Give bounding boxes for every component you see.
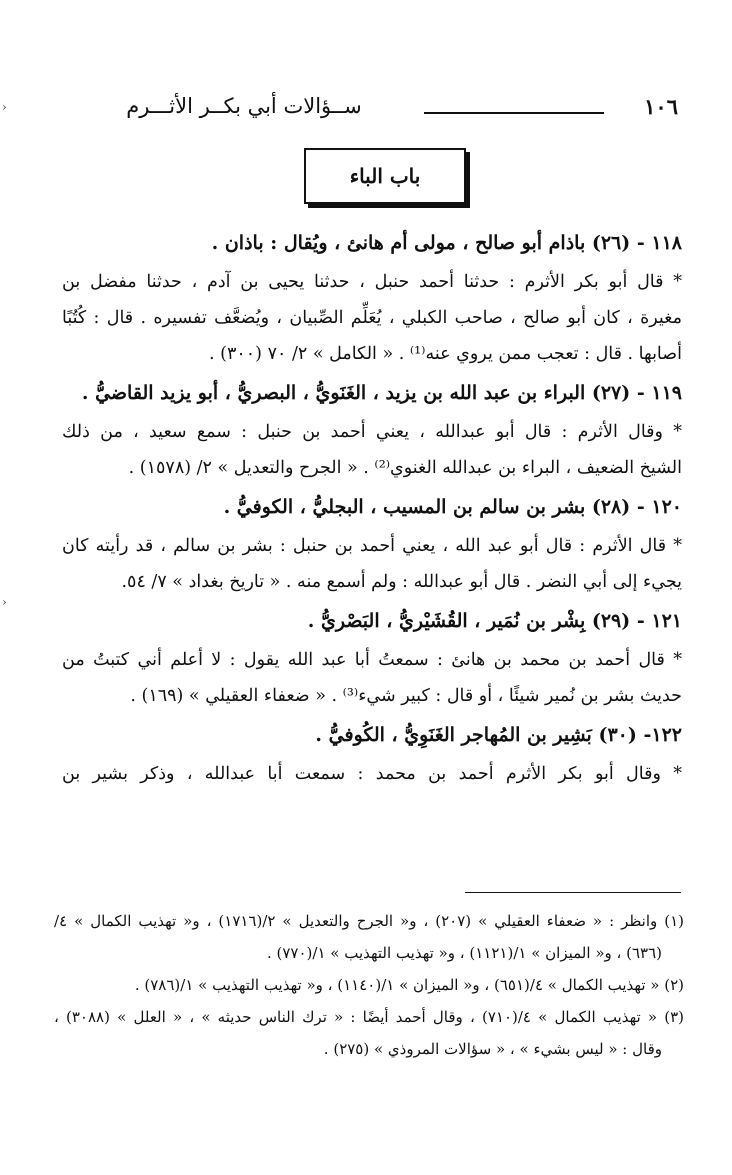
- entry-heading: ١١٩ - (٢٧) البراء بن عبد الله بن يزيد ، الغَنَويُّ ، البصريُّ ، أبو يزيد القاضيُّ .: [81, 382, 682, 404]
- entry: [62, 222, 682, 372]
- text-line: * وقال أبو بكر الأثرم أحمد بن محمد : سمعت أبا عبدالله ، وذكر بشير بن: [62, 764, 682, 784]
- entry: [62, 372, 682, 486]
- scan-edge-mark: ›: [2, 100, 7, 114]
- footnote-line: (١) وانظر : « ضعفاء العقيلي » (٢٠٧) ، و« الجرح والتعديل » ٢/(١٧١٦) ، و« تهذيب الكمال » ٤/: [54, 912, 684, 930]
- entry-text: [62, 756, 682, 792]
- footnote-line: (٢) « تهذيب الكمال » ٤/(٦٥١) ، و« الميزان » ١/(١١٤٠) ، و« تهذيب التهذيب » ١/(٧٨٦) .: [134, 976, 684, 994]
- main-text: [62, 222, 682, 792]
- text-line: * وقال الأثرم : قال أبو عبدالله ، يعني أحمد بن حنبل : سمع سعيد ، من ذلك: [62, 422, 682, 442]
- text-line: مغيرة ، كان أبو صالح ، صاحب الكبلي ، يُعَلِّم الصِّبيان ، ويُضعَّف تفسيره . قال : كُتُبًا: [62, 308, 682, 328]
- text-line: أصابها . قال : تعجب ممن يروي عنه⁽¹⁾ . « الكامل » ٢/ ٧٠ (٣٠٠) .: [209, 344, 682, 364]
- entry-text: [62, 414, 682, 486]
- footnotes: [54, 905, 684, 1065]
- entry: [62, 486, 682, 600]
- entry-heading: ١١٨ - (٢٦) باذام أبو صالح ، مولى أم هانئ ، ويُقال : باذان .: [211, 232, 682, 254]
- footnote-line: وقال : « ليس بشيء » ، « سؤالات المروذي » (٢٧٥) .: [323, 1040, 662, 1058]
- text-line: حديث بشر بن نُمير شيئًا ، أو قال : كبير شيء⁽³⁾ . « ضعفاء العقيلي » (١٦٩) .: [130, 686, 682, 706]
- entry-text: [62, 642, 682, 714]
- text-line: * قال أحمد بن محمد بن هانئ : سمعتُ أبا عبد الله يقول : لا أعلم أني كتبتُ من: [62, 650, 682, 670]
- page-number: ١٠٦: [644, 94, 678, 119]
- text-line: الشيخ الضعيف ، البراء بن عبدالله الغنوي⁽²⁾ . « الجرح والتعديل » ٢/ (١٥٧٨) .: [128, 458, 682, 478]
- entry-heading: ١٢٠ - (٢٨) بشر بن سالم بن المسيب ، البجليُّ ، الكوفيُّ .: [223, 496, 682, 518]
- text-line: * قال أبو بكر الأثرم : حدثنا أحمد حنبل ، حدثنا يحيى بن آدم ، حدثنا مفضل بن: [62, 272, 682, 292]
- running-header: [68, 94, 686, 122]
- text-line: * قال الأثرم : قال أبو عبد الله ، يعني أحمد بن حنبل : بشر بن سالم ، قد رأيته كان: [62, 536, 682, 556]
- entry-heading: ١٢١ - (٢٩) بِشْر بن نُمَير ، القُشَيْريُّ ، البَصْريُّ .: [307, 610, 682, 632]
- entry-text: [62, 264, 682, 372]
- scan-edge-mark: ›: [2, 595, 7, 609]
- chapter-title: باب الباء: [349, 164, 421, 188]
- entry-heading: ١٢٢- (٣٠) بَشِير بن المُهاجر الغَنَوِيُّ ، الكُوفيُّ .: [315, 724, 682, 746]
- chapter-title-box: [304, 148, 466, 204]
- footnote-line: (٣) « تهذيب الكمال » ٤/(٧١٠) ، وقال أحمد أيضًا : « ترك الناس حديثه » ، « العلل » (٣٠٨٨) ،: [54, 1008, 685, 1026]
- header-rule: [424, 112, 604, 114]
- entry: [62, 714, 682, 792]
- footnote-rule: [465, 892, 681, 893]
- text-line: يجيء إلى أبي النضر . قال أبو عبدالله : ولم أسمع منه . « تاريخ بغداد » ٧/ ٥٤.: [121, 572, 682, 592]
- running-title: ســؤالات أبي بكــر الأثـــرم: [126, 94, 362, 118]
- entry-text: [62, 528, 682, 600]
- footnote-line: (٦٣٦) ، و« الميزان » ١/(١١٢١) ، و« تهذيب التهذيب » ١/(٧٧٠) .: [266, 944, 662, 962]
- entry: [62, 600, 682, 714]
